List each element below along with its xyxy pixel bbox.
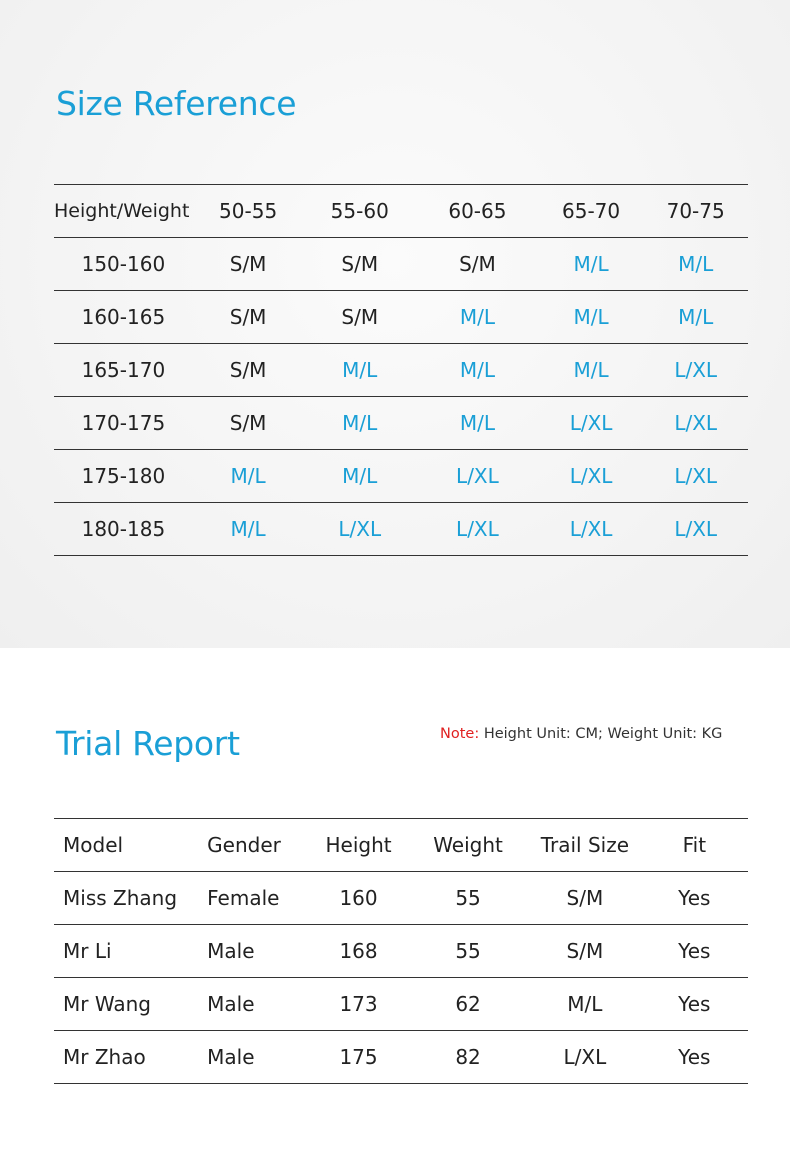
size-cell: M/L	[459, 411, 495, 435]
fit-cell: Yes	[678, 1045, 711, 1069]
size-cell: L/XL	[674, 464, 718, 488]
trail-size-cell: S/M	[566, 886, 604, 910]
size-cell: M/L	[230, 464, 266, 488]
table-row	[54, 397, 748, 450]
size-cell: S/M	[229, 305, 267, 329]
size-cell: L/XL	[674, 358, 718, 382]
size-cell: L/XL	[456, 464, 499, 488]
size-cell: M/L	[342, 464, 378, 488]
height-cell: 170-175	[81, 411, 166, 435]
weight-header: 50-55	[219, 199, 278, 223]
fit-cell: Yes	[678, 886, 711, 910]
trail-size-cell: L/XL	[563, 1045, 607, 1069]
note-text: Height Unit: CM; Weight Unit: KG	[479, 726, 723, 742]
table-row	[54, 925, 748, 978]
size-reference-table	[54, 184, 748, 556]
height-cell: 160	[339, 886, 378, 910]
trial-header-row	[54, 819, 748, 872]
height-cell: 175-180	[81, 464, 166, 488]
column-header: Height	[325, 833, 392, 857]
size-cell: M/L	[459, 358, 495, 382]
weight-header: 65-70	[562, 199, 621, 223]
weight-cell: 55	[455, 939, 481, 963]
table-row	[54, 291, 748, 344]
gender-cell: Female	[207, 886, 280, 910]
size-reference-title: Size Reference	[56, 84, 297, 123]
table-row	[54, 872, 748, 925]
size-cell: S/M	[229, 358, 267, 382]
column-header: Fit	[682, 833, 707, 857]
size-cell: S/M	[341, 305, 379, 329]
trail-size-cell: M/L	[567, 992, 603, 1016]
size-cell: M/L	[459, 305, 495, 329]
model-cell: Mr Wang	[63, 992, 151, 1016]
table-row	[54, 450, 748, 503]
column-header: Gender	[207, 833, 281, 857]
size-cell: L/XL	[569, 464, 613, 488]
size-cell: M/L	[573, 358, 609, 382]
size-cell: M/L	[342, 411, 378, 435]
size-cell: L/XL	[569, 411, 613, 435]
column-header: Weight	[433, 833, 503, 857]
column-header: Model	[63, 833, 124, 857]
weight-cell: 62	[455, 992, 481, 1016]
trial-report-table	[54, 818, 748, 1084]
weight-header: 60-65	[448, 199, 507, 223]
size-cell: L/XL	[674, 411, 718, 435]
size-header-row	[54, 185, 748, 238]
height-weight-header: Height/Weight	[54, 200, 190, 222]
height-cell: 150-160	[81, 252, 166, 276]
gender-cell: Male	[207, 992, 255, 1016]
height-cell: 160-165	[81, 305, 166, 329]
size-cell: M/L	[573, 252, 609, 276]
model-cell: Miss Zhang	[63, 886, 178, 910]
size-cell: M/L	[573, 305, 609, 329]
size-cell: M/L	[230, 517, 266, 541]
size-cell: L/XL	[338, 517, 382, 541]
trail-size-cell: S/M	[566, 939, 604, 963]
weight-cell: 55	[455, 886, 481, 910]
model-cell: Mr Zhao	[63, 1045, 146, 1069]
size-cell: S/M	[229, 411, 267, 435]
table-row	[54, 978, 748, 1031]
size-cell: L/XL	[674, 517, 718, 541]
unit-note	[440, 726, 722, 742]
table-row	[54, 503, 748, 556]
fit-cell: Yes	[678, 939, 711, 963]
height-cell: 180-185	[81, 517, 166, 541]
weight-cell: 82	[455, 1045, 481, 1069]
size-cell: L/XL	[456, 517, 499, 541]
size-cell: S/M	[459, 252, 496, 276]
weight-header: 55-60	[330, 199, 389, 223]
model-cell: Mr Li	[63, 939, 112, 963]
weight-header: 70-75	[666, 199, 725, 223]
height-cell: 175	[339, 1045, 378, 1069]
size-cell: M/L	[678, 252, 714, 276]
size-cell: S/M	[341, 252, 379, 276]
note-label: Note:	[440, 726, 480, 742]
column-header: Trail Size	[540, 833, 630, 857]
trial-report-title: Trial Report	[56, 724, 240, 763]
fit-cell: Yes	[678, 992, 711, 1016]
gender-cell: Male	[207, 1045, 255, 1069]
height-cell: 173	[339, 992, 378, 1016]
size-cell: L/XL	[569, 517, 613, 541]
table-row	[54, 1031, 748, 1084]
table-row	[54, 238, 748, 291]
size-cell: M/L	[678, 305, 714, 329]
height-cell: 168	[339, 939, 378, 963]
table-row	[54, 344, 748, 397]
size-cell: S/M	[229, 252, 267, 276]
height-cell: 165-170	[81, 358, 166, 382]
size-cell: M/L	[342, 358, 378, 382]
gender-cell: Male	[207, 939, 255, 963]
